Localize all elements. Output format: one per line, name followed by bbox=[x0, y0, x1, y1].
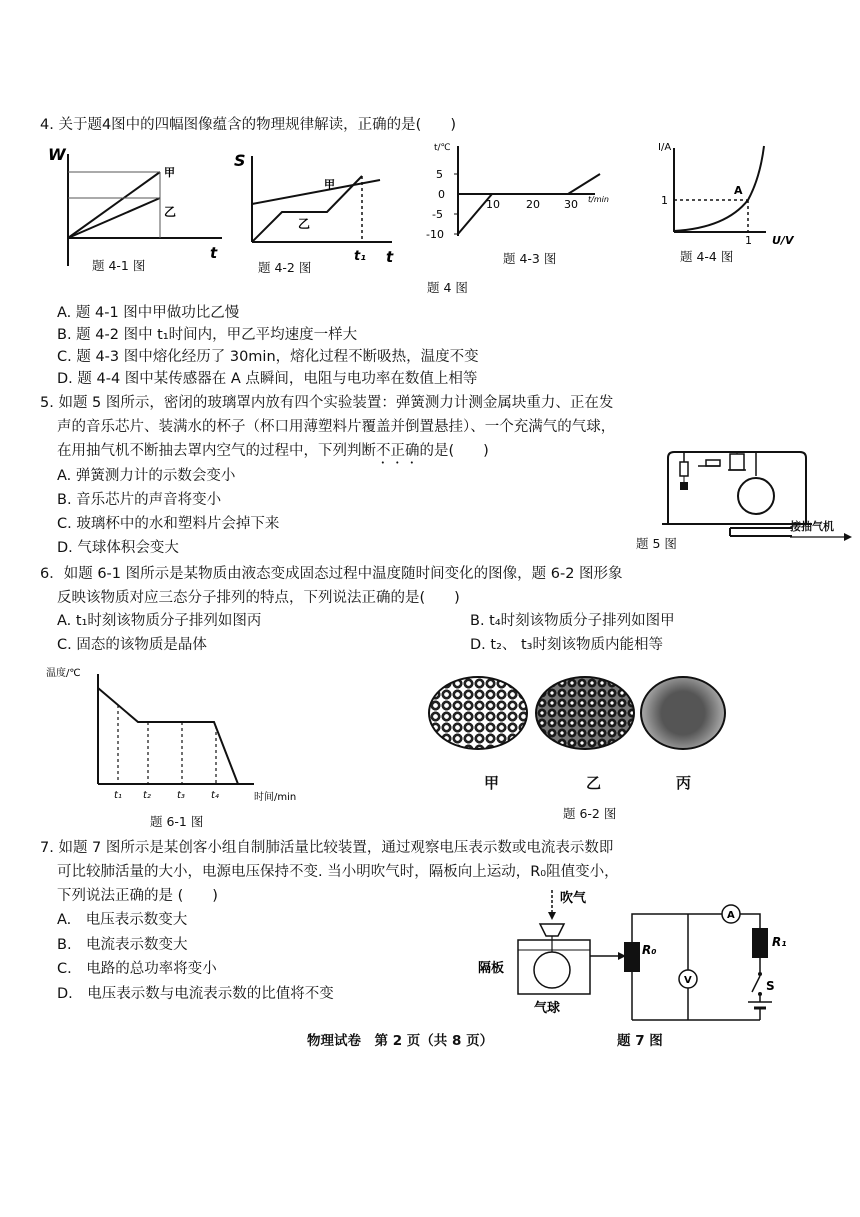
graph-6-1-tick-t1: t₁ bbox=[114, 790, 122, 801]
q7-option-d: D. 电压表示数与电流表示数的比值将不变 bbox=[57, 986, 334, 1002]
q7-option-c: C. 电路的总功率将变小 bbox=[57, 961, 217, 977]
graph-6-1-tick-t2: t₂ bbox=[143, 790, 151, 801]
circuit-r0-label: R₀ bbox=[642, 943, 657, 957]
circuit-board-label: 隔板 bbox=[478, 961, 505, 976]
caption-5: 题 5 图 bbox=[636, 536, 677, 551]
graph-4-2-line1: 甲 bbox=[324, 178, 335, 191]
graph-6-1-tick-t3: t₃ bbox=[177, 790, 185, 801]
graph-4-3-tick-0: 0 bbox=[438, 188, 445, 201]
caption-7: 题 7 图 bbox=[617, 1033, 663, 1049]
graph-4-4-tick-x: 1 bbox=[745, 234, 752, 246]
circuit-blow-label: 吹气 bbox=[560, 891, 587, 906]
pump-label: 接抽气机 bbox=[790, 520, 834, 533]
q5-line2: 声的音乐芯片、装满水的杯子（杯口用薄塑料片覆盖并倒置悬挂）、一个充满气的气球， bbox=[57, 419, 616, 435]
caption-6-2: 题 6-2 图 bbox=[563, 806, 617, 821]
graph-4-2-y-label: S bbox=[234, 151, 246, 170]
graph-6-1-x-label: 时间/min bbox=[254, 792, 297, 803]
molecule-state-yi bbox=[535, 676, 635, 750]
graph-4-3-xtick-20: 20 bbox=[526, 198, 540, 211]
page-footer: 物理试卷 第 2 页（共 8 页） bbox=[307, 1033, 494, 1049]
q4-option-c: C. 题 4-3 图中熔化经历了 30min，熔化过程不断吸热，温度不变 bbox=[57, 349, 479, 365]
q5-line3-c: 的是( ) bbox=[419, 443, 489, 459]
circuit-diagram bbox=[478, 884, 798, 1029]
q7-line3: 下列说法正确的是 ( ) bbox=[57, 888, 218, 904]
pump-arrow-icon bbox=[790, 532, 852, 542]
graph-4-3-x-label: t/min bbox=[588, 195, 609, 204]
caption-4-3: 题 4-3 图 bbox=[503, 251, 557, 266]
graph-6-1-y-label: 温度/℃ bbox=[46, 668, 81, 679]
caption-6-1: 题 6-1 图 bbox=[150, 814, 204, 829]
graph-4-3-tick-m5: -5 bbox=[432, 208, 443, 221]
q5-emphasis: 不正确 bbox=[376, 443, 420, 459]
graph-6-1 bbox=[44, 662, 314, 807]
q5-line1: 5. 如题 5 图所示，密闭的玻璃罩内放有四个实验装置：弹簧测力计测金属块重力、正在发 bbox=[40, 395, 614, 411]
caption-4-1: 题 4-1 图 bbox=[92, 258, 146, 273]
q6-line2: 反映该物质对应三态分子排列的特点，下列说法正确的是( ) bbox=[57, 590, 460, 606]
graph-4-1-x-label: t bbox=[210, 244, 218, 262]
graph-4-3 bbox=[420, 136, 620, 246]
q6-option-a: A. t₁时刻该物质分子排列如图丙 bbox=[57, 613, 262, 629]
q7-line2: 可比较肺活量的大小，电源电压保持不变. 当小明吹气时，隔板向上运动，R₀阻值变小， bbox=[57, 864, 619, 880]
graph-4-1 bbox=[42, 142, 232, 272]
caption-4: 题 4 图 bbox=[427, 280, 468, 295]
q6-option-d: D. t₂、 t₃时刻该物质内能相等 bbox=[470, 637, 663, 653]
q4-option-a: A. 题 4-1 图中甲做功比乙慢 bbox=[57, 305, 240, 321]
q4-option-b: B. 题 4-2 图中 t₁时间内，甲乙平均速度一样大 bbox=[57, 327, 358, 343]
graph-4-1-y-label: W bbox=[48, 145, 66, 164]
graph-4-3-xtick-10: 10 bbox=[486, 198, 500, 211]
graph-4-2-t1: t₁ bbox=[354, 249, 366, 264]
graph-4-1-line1: 甲 bbox=[164, 166, 175, 179]
graph-6-1-tick-t4: t₄ bbox=[211, 790, 219, 801]
graph-4-3-tick-m10: -10 bbox=[426, 228, 444, 241]
q5-line3-a: 在用抽气机不断抽去罩内空气的过程中，下列判断 bbox=[57, 443, 376, 459]
q6-option-c: C. 固态的该物质是晶体 bbox=[57, 637, 207, 653]
q4-option-d: D. 题 4-4 图中某传感器在 A 点瞬间，电阻与电功率在数值上相等 bbox=[57, 371, 478, 387]
circuit-balloon-label: 气球 bbox=[534, 1001, 561, 1016]
q5-option-b: B. 音乐芯片的声音将变小 bbox=[57, 492, 222, 508]
q7-option-b: B. 电流表示数变大 bbox=[57, 937, 188, 953]
graph-4-3-y-label: t/℃ bbox=[434, 143, 451, 153]
circuit-switch-label: S bbox=[766, 979, 775, 993]
circuit-r1-label: R₁ bbox=[772, 935, 787, 949]
graph-4-2-x-label: t bbox=[386, 248, 394, 266]
q4-stem: 4. 关于题4图中的四幅图像蕴含的物理规律解读，正确的是( ) bbox=[40, 117, 456, 133]
graph-4-4-tick-y: 1 bbox=[661, 194, 668, 207]
state-label-jia: 甲 bbox=[484, 774, 500, 792]
graph-4-2-line2: 乙 bbox=[298, 217, 311, 231]
q5-option-c: C. 玻璃杯中的水和塑料片会掉下来 bbox=[57, 516, 280, 532]
graph-4-2 bbox=[232, 148, 407, 268]
graph-4-3-tick-5: 5 bbox=[436, 168, 443, 181]
molecule-state-bing bbox=[640, 676, 726, 750]
ammeter-icon: A bbox=[727, 910, 735, 921]
molecule-state-jia bbox=[428, 676, 528, 750]
q7-line1: 7. 如题 7 图所示是某创客小组自制肺活量比较装置，通过观察电压表示数或电流表示数即 bbox=[40, 840, 614, 856]
q6-option-b: B. t₄时刻该物质分子排列如图甲 bbox=[470, 613, 675, 629]
q5-option-a: A. 弹簧测力计的示数会变小 bbox=[57, 468, 236, 484]
voltmeter-icon: V bbox=[684, 975, 692, 986]
q5-line3 bbox=[57, 440, 489, 467]
graph-4-4-point: A bbox=[734, 184, 743, 197]
q7-option-a: A. 电压表示数变大 bbox=[57, 912, 188, 928]
state-label-bing: 丙 bbox=[676, 774, 692, 792]
graph-4-4-x-label: U/V bbox=[772, 234, 794, 246]
caption-4-4: 题 4-4 图 bbox=[680, 249, 734, 264]
graph-4-4-y-label: I/A bbox=[658, 142, 672, 153]
graph-4-3-xtick-30: 30 bbox=[564, 198, 578, 211]
q5-option-d: D. 气球体积会变大 bbox=[57, 540, 179, 556]
state-label-yi: 乙 bbox=[586, 774, 602, 792]
graph-4-4 bbox=[656, 138, 806, 246]
caption-4-2: 题 4-2 图 bbox=[258, 260, 312, 275]
q6-line1: 6．如题 6-1 图所示是某物质由液态变成固态过程中温度随时间变化的图像，题 6-2 图形象 bbox=[40, 566, 623, 582]
graph-4-1-line2: 乙 bbox=[164, 205, 177, 219]
